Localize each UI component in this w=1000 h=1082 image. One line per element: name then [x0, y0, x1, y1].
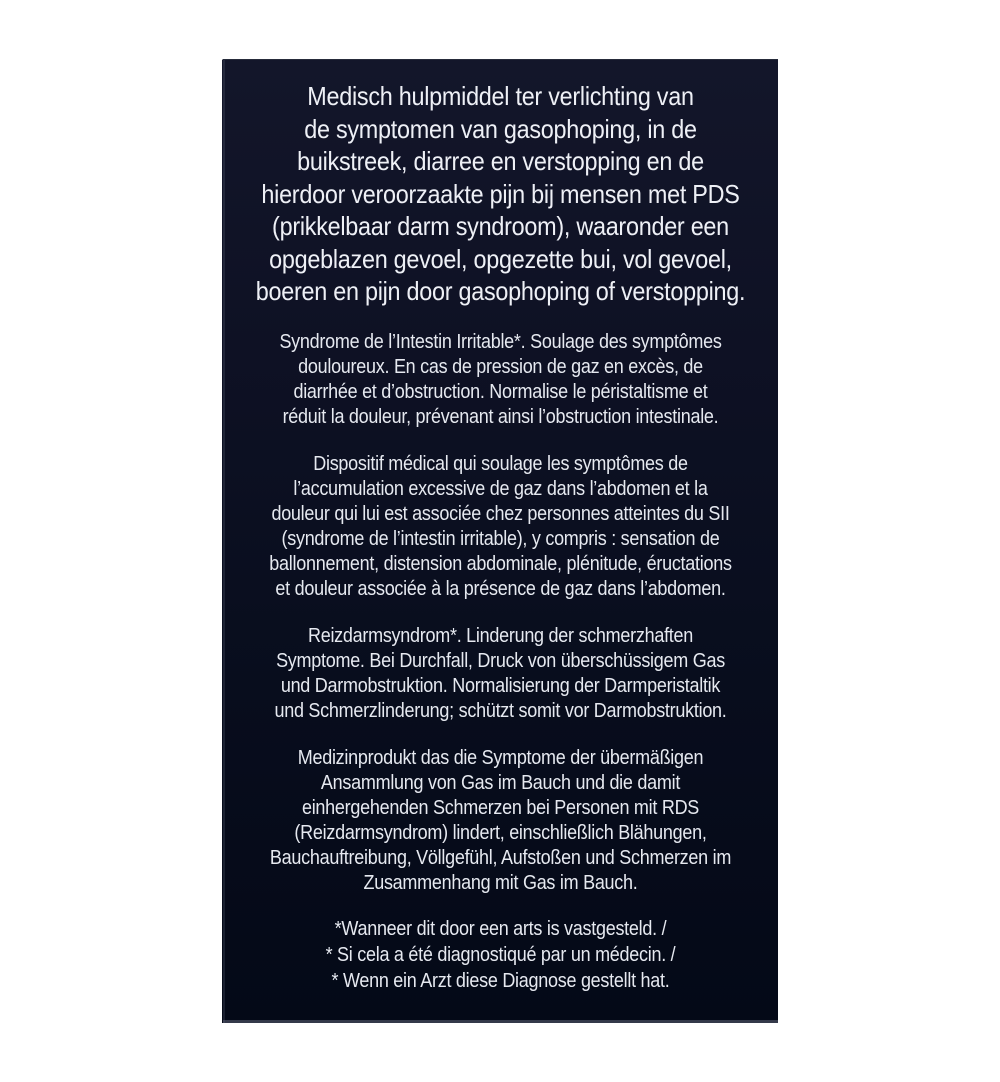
label-text-line: Ansammlung von Gas im Bauch und die damit	[320, 771, 681, 794]
label-text-line: einhergehenden Schmerzen bei Personen mit RDS	[301, 796, 700, 819]
label-text-line: hierdoor veroorzaakte pijn bij mensen met PDS	[261, 178, 740, 209]
label-text-line: Syndrome de l’Intestin Irritable*. Soulage des symptômes	[279, 330, 722, 353]
packaging-panel	[222, 59, 778, 1023]
label-text-line: boeren en pijn door gasophoping of verstopping.	[255, 276, 746, 306]
label-text-line: Medizinprodukt das die Symptome der übermäßigen	[297, 746, 704, 769]
label-text-line: Zusammenhang mit Gas im Bauch.	[363, 871, 638, 894]
label-text-line: (Reizdarmsyndrom) lindert, einschließlich Blähungen,	[294, 821, 707, 844]
paragraph-footnote	[251, 916, 751, 994]
label-text-line: und Darmobstruktion. Normalisierung der Darmperistaltik	[280, 674, 721, 697]
label-text-line: douleur qui lui est associée chez personnes atteintes du SII	[271, 502, 730, 525]
paragraph-de-indication-1	[251, 624, 751, 724]
label-text-line: réduit la douleur, prévenant ainsi l’obstruction intestinale.	[282, 405, 719, 428]
paragraph-fr-indication-1	[251, 330, 751, 430]
label-text-line: (prikkelbaar darm syndroom), waaronder een	[272, 211, 729, 241]
label-text-line: diarrhée et d’obstruction. Normalise le péristaltisme et	[293, 380, 708, 403]
label-text-line: Symptome. Bei Durchfall, Druck von überschüssigem Gas	[276, 649, 725, 672]
label-text-line: und Schmerzlinderung; schützt somit vor Darmobstruktion.	[274, 699, 727, 722]
label-text-line: Bauchauftreibung, Völlgefühl, Aufstoßen und Schmerzen im	[269, 846, 732, 869]
label-text-line: l’accumulation excessive de gaz dans l’abdomen et la	[293, 477, 708, 500]
label-text-line: douloureux. En cas de pression de gaz en excès, de	[298, 355, 703, 378]
label-text-line: Reizdarmsyndrom*. Linderung der schmerzhaften	[307, 624, 694, 647]
paragraph-fr-indication-2	[251, 452, 751, 602]
label-text-line: Medisch hulpmiddel ter verlichting van	[307, 81, 694, 111]
label-text-line: ballonnement, distension abdominale, plénitude, éructations	[269, 552, 732, 575]
paragraph-de-indication-2	[251, 746, 751, 896]
label-text-line: et douleur associée à la présence de gaz dans l’abdomen.	[275, 577, 726, 600]
label-text-line: de symptomen van gasophoping, in de	[304, 113, 697, 144]
label-text-line: Dispositif médical qui soulage les symptômes de	[313, 452, 688, 475]
label-text-line: * Si cela a été diagnostiqué par un médecin. /	[325, 943, 676, 966]
label-text-line: * Wenn ein Arzt diese Diagnose gestellt hat.	[331, 969, 670, 992]
label-text-line: buikstreek, diarree en verstopping en de	[297, 146, 704, 176]
label-text-line: *Wanneer dit door een arts is vastgesteld. /	[334, 917, 667, 940]
panel-text-stack	[251, 60, 751, 994]
label-text-line: (syndrome de l’intestin irritable), y compris : sensation de	[281, 527, 720, 550]
paragraph-nl-indication	[251, 80, 751, 308]
label-text-line: opgeblazen gevoel, opgezette bui, vol gevoel,	[269, 243, 732, 274]
